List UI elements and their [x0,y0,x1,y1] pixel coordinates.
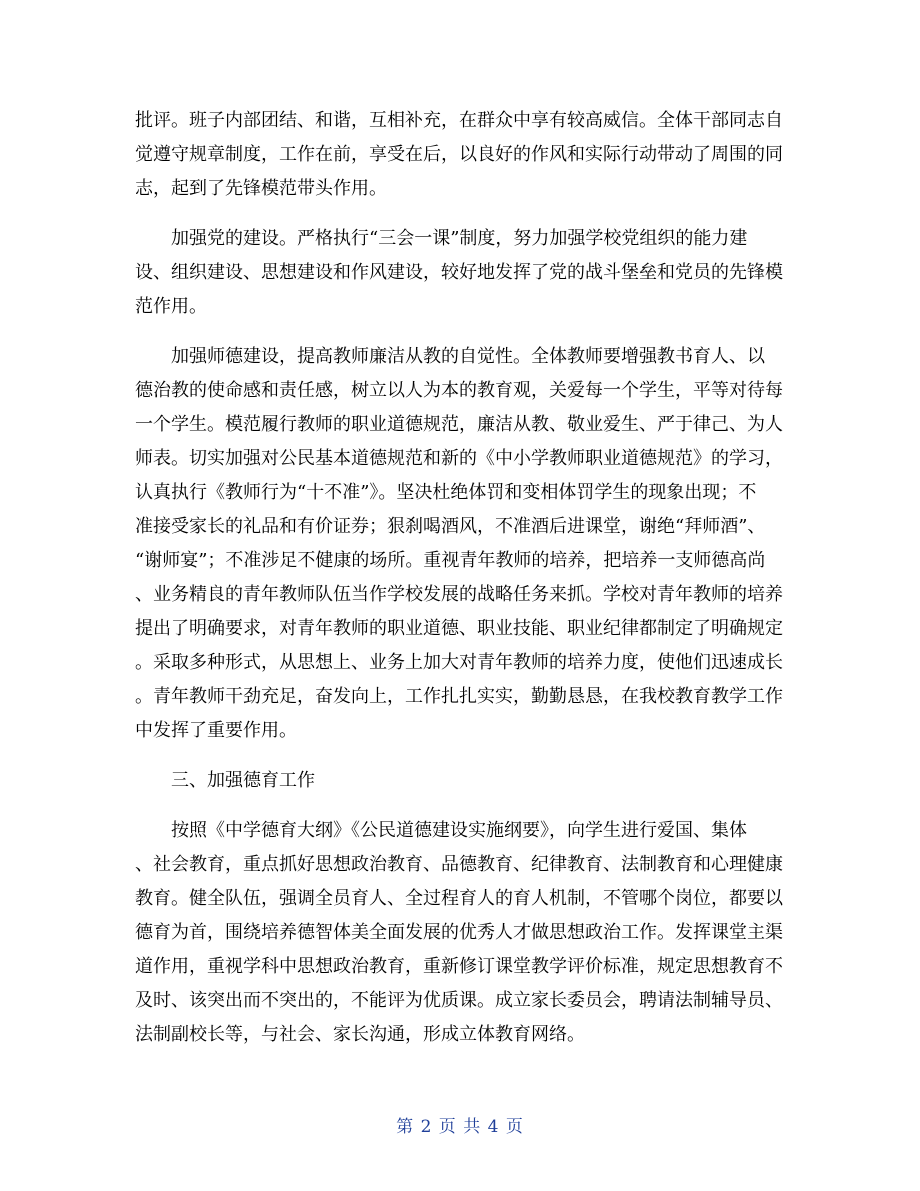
paragraph [135,340,790,748]
text-line: 教育。健全队伍，强调全员育人、全过程育人的育人机制，不管哪个岗位，都要以 [135,888,783,909]
page-number-footer: 第 2 页 共 4 页 [396,1117,524,1137]
text-line: 法制副校长等，与社会、家长沟通，形成立体教育网络。 [135,1024,585,1045]
text-line: 德育为首，围绕培养德智体美全面发展的优秀人才做思想政治工作。发挥课堂主渠 [135,922,783,943]
text-line: 准接受家长的礼品和有价证券；狠刹喝酒风，不准酒后进课堂，谢绝“拜师酒”、 [135,516,766,537]
paragraph [135,814,790,1052]
text-line: 提出了明确要求，对青年教师的职业道德、职业技能、职业纪律都制定了明确规定 [135,618,783,639]
text-line: 加强师德建设，提高教师廉洁从教的自觉性。全体教师要增强教书育人、以 [171,346,765,367]
paragraph [135,222,790,324]
text-line: 认真执行《教师行为“十不准”》。坚决杜绝体罚和变相体罚学生的现象出现；不 [135,482,757,503]
text-line: 批评。班子内部团结、和谐，互相补充，在群众中享有较高威信。全体干部同志自 [135,110,783,131]
text-line: 一个学生。模范履行教师的职业道德规范，廉洁从教、敬业爱生、严于律己、为人 [135,414,783,435]
text-line: 设、组织建设、思想建设和作风建设，较好地发挥了党的战斗堡垒和党员的先锋模 [135,262,783,283]
text-line: 。青年教师干劲充足，奋发向上，工作扎扎实实，勤勤恳恳，在我校教育教学工作 [135,686,783,707]
text-line: 志，起到了先锋模范带头作用。 [135,178,387,199]
text-line: “谢师宴”；不准涉足不健康的场所。重视青年教师的培养，把培养一支师德高尚 [135,550,766,571]
text-line: 中发挥了重要作用。 [135,720,297,741]
text-line: 师表。切实加强对公民基本道德规范和新的《中小学教师职业道德规范》的学习， [135,448,783,469]
text-line: 按照《中学德育大纲》《公民道德建设实施纲要》，向学生进行爱国、集体 [171,820,747,841]
text-line: 三、加强德育工作 [171,770,315,791]
text-line: 。采取多种形式，从思想上、业务上加大对青年教师的培养力度，使他们迅速成长 [135,652,783,673]
text-line: 加强党的建设。严格执行“三会一课”制度，努力加强学校党组织的能力建 [171,228,748,249]
paragraph [135,764,790,798]
text-line: 、社会教育，重点抓好思想政治教育、品德教育、纪律教育、法制教育和心理健康 [135,854,783,875]
text-line: 德治教的使命感和责任感，树立以人为本的教育观，关爱每一个学生，平等对待每 [135,380,783,401]
text-line: 觉遵守规章制度，工作在前，享受在后，以良好的作风和实际行动带动了周围的同 [135,144,783,165]
text-line: 、业务精良的青年教师队伍当作学校发展的战略任务来抓。学校对青年教师的培养 [135,584,783,605]
text-line: 范作用。 [135,296,207,317]
text-line: 及时、该突出而不突出的，不能评为优质课。成立家长委员会，聘请法制辅导员、 [135,990,783,1011]
text-line: 道作用，重视学科中思想政治教育，重新修订课堂教学评价标准，规定思想教育不 [135,956,783,977]
paragraph [135,104,790,206]
document-body [135,104,790,1052]
